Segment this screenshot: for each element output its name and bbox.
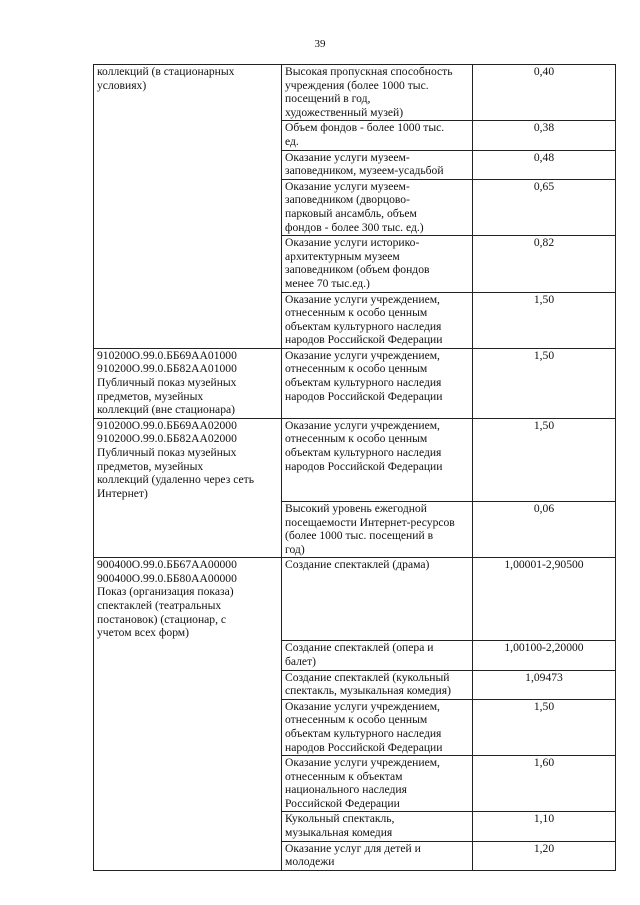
factor-description-line: Высокая пропускная способность: [285, 65, 453, 78]
coefficient-value-cell: 0,82: [473, 236, 616, 292]
service-code-line: Интернет): [97, 486, 148, 500]
factor-description-line: отнесенным к особо ценным: [285, 713, 428, 727]
factor-description-line: Оказание услуги историко-: [285, 236, 420, 250]
table-row: [94, 558, 616, 641]
service-code-line: постановок) (стационар, с: [97, 612, 227, 626]
service-code-cell: [94, 65, 282, 121]
factor-description-cell: [282, 812, 473, 841]
service-code-line: 910200О.99.0.ББ69АА01000: [97, 348, 237, 362]
service-code-line: Публичный показ музейных: [97, 446, 237, 460]
coefficient-value-cell: 0,40: [473, 65, 616, 121]
factor-description-line: архитектурным музеем: [285, 249, 400, 263]
service-code-line: 910200О.99.0.ББ69АА02000: [97, 418, 237, 432]
table-row: [94, 756, 616, 812]
service-code-cell: [94, 292, 282, 348]
coefficient-value-cell: 0,06: [473, 501, 616, 557]
factor-description-line: Оказание услуги учреждением,: [285, 418, 440, 432]
service-code-cell: [94, 236, 282, 292]
page-number: 39: [314, 38, 326, 50]
service-code-cell: [94, 756, 282, 812]
factor-description-line: музыкальная комедия: [285, 826, 393, 840]
factor-description-cell: [282, 641, 473, 670]
factor-description-cell: [282, 121, 473, 150]
factor-description-line: народов Российской Федерации: [285, 389, 443, 403]
service-code-cell: [94, 121, 282, 150]
factor-description-line: Оказание услуги учреждением,: [285, 292, 440, 306]
table-row: [94, 179, 616, 235]
service-code-line: 900400О.99.0.ББ80АА00000: [97, 571, 237, 585]
coefficient-value-cell: 0,38: [473, 121, 616, 150]
factor-description-line: год): [285, 542, 305, 556]
factor-description-line: менее 70 тыс.ед.): [285, 276, 370, 290]
service-code-line: предметов, музейных: [97, 389, 204, 403]
factor-description-cell: [282, 236, 473, 292]
factor-description-line: Оказание услуги учреждением,: [285, 756, 440, 770]
service-code-cell: [94, 670, 282, 699]
coefficient-value-cell: 1,50: [473, 418, 616, 501]
factor-description-cell: [282, 150, 473, 179]
factor-description-cell: [282, 699, 473, 755]
factor-description-cell: [282, 418, 473, 501]
service-code-line: 900400О.99.0.ББ67АА00000: [97, 558, 237, 572]
factor-description-cell: [282, 179, 473, 235]
factor-description-line: парковый ансамбль, объем: [285, 206, 417, 220]
factor-description-cell: [282, 756, 473, 812]
factor-description-line: Объем фондов - более 1000 тыс.: [285, 121, 445, 135]
factor-description-line: Оказание услуги музеем-: [285, 150, 410, 164]
factor-description-cell: [282, 501, 473, 557]
factor-description-line: (более 1000 тыс. посещений в: [285, 529, 434, 543]
service-code-line: учетом всех форм): [97, 626, 190, 640]
factor-description-line: объектам культурного наследия: [285, 726, 442, 740]
factor-description-line: заповедником (объем фондов: [285, 263, 430, 277]
table-row: [94, 699, 616, 755]
service-code-cell: [94, 418, 282, 501]
factor-description-cell: [282, 348, 473, 418]
factor-description-line: спектакль, музыкальная комедия): [285, 684, 451, 698]
factor-description-line: молодежи: [285, 855, 335, 869]
service-code-cell: [94, 348, 282, 418]
service-code-cell: [94, 558, 282, 641]
factor-description-line: объектам культурного наследия: [285, 376, 442, 390]
service-code-line: Показ (организация показа): [97, 585, 234, 599]
table-row: [94, 65, 616, 121]
factor-description-line: народов Российской Федерации: [285, 459, 443, 473]
factor-description-line: заповедником (дворцово-: [285, 193, 410, 207]
factor-description-line: объектам культурного наследия: [285, 446, 442, 460]
factor-description-cell: [282, 558, 473, 641]
service-code-cell: [94, 150, 282, 179]
factor-description-cell: [282, 841, 473, 870]
coefficient-value-cell: 1,50: [473, 292, 616, 348]
factor-description-line: заповедником, музеем-усадьбой: [285, 164, 444, 178]
service-code-line: 910200О.99.0.ББ82АА02000: [97, 432, 237, 446]
service-code-cell: [94, 812, 282, 841]
factor-description-line: художественный музей): [285, 105, 404, 119]
service-code-line: Публичный показ музейных: [97, 376, 237, 390]
factor-description-line: балет): [285, 654, 317, 668]
factor-description-line: Оказание услуги музеем-: [285, 179, 410, 193]
factor-description-line: Оказание услуги учреждением,: [285, 348, 440, 362]
service-code-cell: [94, 841, 282, 870]
table-row: [94, 292, 616, 348]
table-row: [94, 841, 616, 870]
table-row: [94, 418, 616, 501]
factor-description-line: отнесенным к особо ценным: [285, 362, 428, 376]
factor-description-line: Кукольный спектакль,: [285, 812, 395, 826]
table-row: [94, 670, 616, 699]
factor-description-line: Создание спектаклей (опера и: [285, 641, 434, 655]
coefficient-value-cell: 1,60: [473, 756, 616, 812]
coefficient-value-cell: 1,50: [473, 348, 616, 418]
factor-description-line: объектам культурного наследия: [285, 319, 442, 333]
factor-description-cell: [282, 670, 473, 699]
service-code-line: 910200О.99.0.ББ82АА01000: [97, 362, 237, 376]
table-row: [94, 121, 616, 150]
coefficient-value-cell: 1,00100-2,20000: [473, 641, 616, 670]
table-row: [94, 150, 616, 179]
table-row: [94, 641, 616, 670]
factor-description-line: народов Российской Федерации: [285, 333, 443, 347]
coefficient-value-cell: 1,10: [473, 812, 616, 841]
factor-description-line: учреждения (более 1000 тыс.: [285, 78, 429, 92]
factor-description-line: Оказание услуг для детей и: [285, 841, 421, 855]
service-code-line: коллекций (в стационарных: [97, 65, 235, 78]
factor-description-line: народов Российской Федерации: [285, 740, 443, 754]
service-code-line: предметов, музейных: [97, 459, 204, 473]
table-row: [94, 812, 616, 841]
service-code-line: условиях): [97, 78, 147, 92]
coefficient-value-cell: 1,50: [473, 699, 616, 755]
factor-description-line: отнесенным к особо ценным: [285, 306, 428, 320]
factor-description-line: Высокий уровень ежегодной: [285, 501, 427, 515]
factor-description-cell: [282, 292, 473, 348]
factor-description-line: Создание спектаклей (кукольный: [285, 670, 450, 684]
factor-description-line: посещений в год,: [285, 92, 371, 106]
service-code-line: коллекций (удаленно через сеть: [97, 473, 254, 487]
service-code-cell: [94, 179, 282, 235]
service-code-line: коллекций (вне стационара): [97, 403, 235, 417]
coefficient-value-cell: 1,09473: [473, 670, 616, 699]
factor-description-cell: [282, 65, 473, 121]
factor-description-line: посещаемости Интернет-ресурсов: [285, 515, 455, 529]
factor-description-line: Российской Федерации: [285, 796, 400, 810]
coefficient-value-cell: 0,65: [473, 179, 616, 235]
factor-description-line: Создание спектаклей (драма): [285, 558, 430, 572]
coefficient-value-cell: 1,20: [473, 841, 616, 870]
factor-description-line: отнесенным к особо ценным: [285, 432, 428, 446]
factor-description-line: отнесенным к объектам: [285, 769, 403, 783]
service-code-cell: [94, 501, 282, 557]
service-code-line: спектаклей (театральных: [97, 599, 222, 613]
table-row: [94, 348, 616, 418]
coefficient-value-cell: 1,00001-2,90500: [473, 558, 616, 641]
service-code-cell: [94, 641, 282, 670]
factor-description-line: национального наследия: [285, 783, 407, 797]
table-row: [94, 236, 616, 292]
coefficients-table: [93, 64, 616, 871]
factor-description-line: Оказание услуги учреждением,: [285, 699, 440, 713]
factor-description-line: ед.: [285, 134, 299, 148]
factor-description-line: фондов - более 300 тыс. ед.): [285, 220, 424, 234]
coefficient-value-cell: 0,48: [473, 150, 616, 179]
service-code-cell: [94, 699, 282, 755]
table-row: [94, 501, 616, 557]
